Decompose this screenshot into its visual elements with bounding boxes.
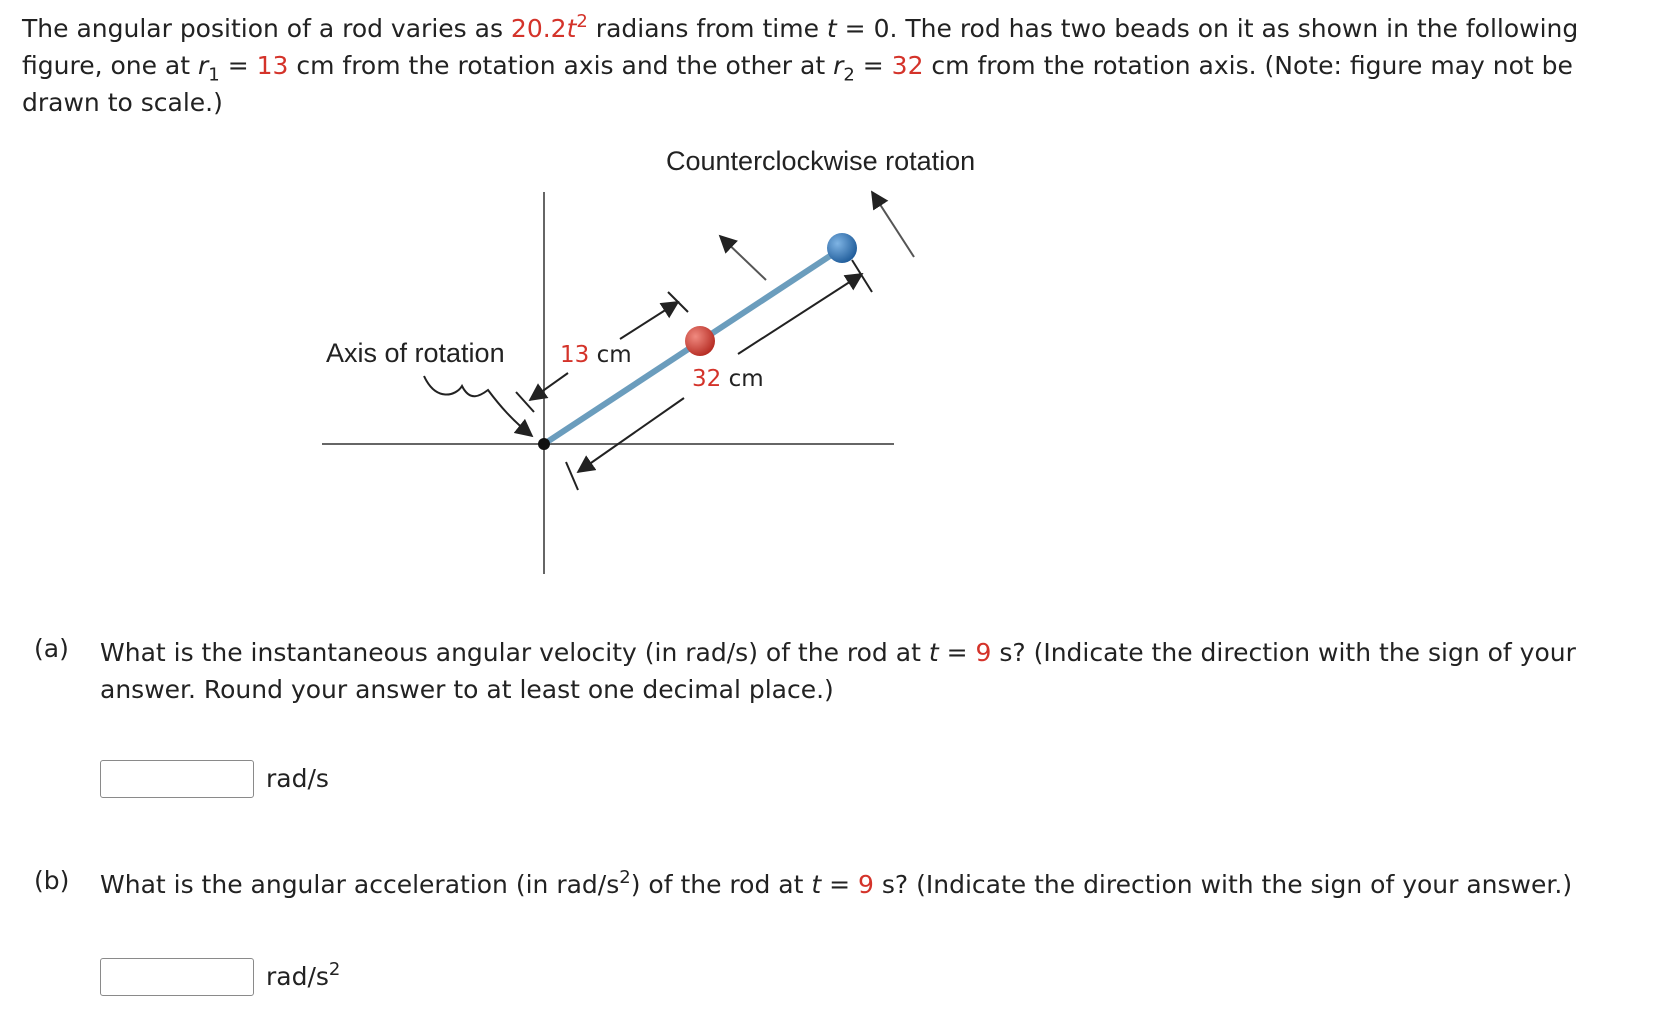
r1-end-tick	[668, 292, 688, 312]
r1-start-tick	[516, 392, 534, 412]
part-b-unit: rad/$s^2$	[266, 959, 341, 991]
r2-start-tick	[566, 462, 578, 490]
rotation-arrow-inner	[720, 236, 766, 280]
part-b-question: What is the angular acceleration (in rad/$s^2$) of the rod at t = 9 s? (Indicate the direction with the sign of your answer.)	[100, 867, 1573, 899]
r2-end-tick	[852, 260, 872, 292]
part-a-unit: rad/s	[266, 764, 329, 793]
rotation-label: Counterclockwise rotation	[666, 146, 976, 176]
rod-figure	[320, 140, 1120, 620]
r2-dimension-label: 32 cm	[692, 366, 764, 392]
rotation-arrow-outer	[872, 192, 914, 257]
pivot-point	[538, 438, 550, 450]
part-b-label: (b)	[34, 866, 70, 895]
r1-value: 13	[256, 51, 289, 80]
r2-arrow-outer	[738, 274, 862, 354]
part-b-answer-input[interactable]	[100, 958, 254, 996]
axis-pointer-arrow	[424, 376, 532, 436]
r1-arrow-outer	[620, 302, 678, 339]
part-a-answer-input[interactable]	[100, 760, 254, 798]
bead-outer-blue	[827, 233, 857, 263]
bead-inner-red	[685, 326, 715, 356]
r2-value: 32	[891, 51, 924, 80]
problem-statement: The angular position of a rod varies as $20.2t^2$ radians from time t = 0. The rod has two beads on it as shown in the following figure, one at $r_1 = 13$ cm from the rotation axis and the other at $r_2 = 32$ cm from the rotation axis. (Note: figure may not be drawn to scale.)	[22, 11, 1579, 117]
r1-arrow-inner	[530, 373, 568, 400]
r1-dimension-label: 13 cm	[560, 342, 632, 368]
angle-expression: $20.2t^2$	[510, 11, 588, 43]
axis-label: Axis of rotation	[326, 338, 505, 368]
part-a-label: (a)	[34, 634, 69, 663]
part-a-question: What is the instantaneous angular velocity (in rad/s) of the rod at t = 9 s? (Indicate the direction with the sign of your answer. Round your answer to at least one decimal place.)	[100, 638, 1576, 704]
